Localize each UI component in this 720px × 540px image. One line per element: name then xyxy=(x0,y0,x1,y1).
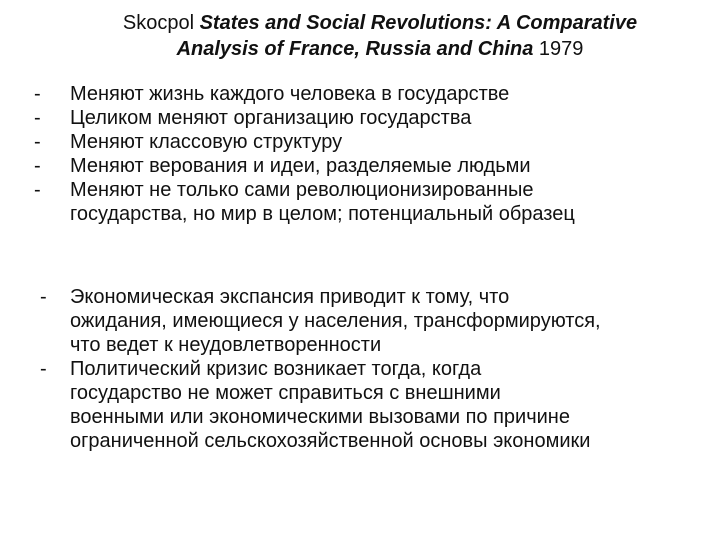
list-item-text: Меняют верования и идеи, разделяемые людьми xyxy=(70,155,531,177)
title-year: 1979 xyxy=(538,38,584,60)
list-item xyxy=(40,285,720,357)
bullet-dash: - xyxy=(34,155,41,177)
list-item-text-continued: государства, но мир в целом; потенциальный образец xyxy=(70,203,575,225)
list-item-text: Меняют классовую структуру xyxy=(70,131,343,153)
bullet-dash: - xyxy=(34,131,41,153)
list-item-line: что ведет к неудовлетворенности xyxy=(70,334,382,356)
list-item xyxy=(34,106,714,130)
list-item-text: Меняют жизнь каждого человека в государстве xyxy=(70,83,510,105)
title-book-line2: Analysis of France, Russia and China xyxy=(176,38,534,60)
slide-title xyxy=(60,10,700,62)
list-item xyxy=(34,130,714,154)
list-item-line: Политический кризис возникает тогда, когда xyxy=(70,358,482,380)
list-item xyxy=(34,154,714,178)
bullet-dash: - xyxy=(40,358,47,380)
list-item-line: Экономическая экспансия приводит к тому, что xyxy=(70,286,510,308)
list-item xyxy=(34,178,714,226)
title-line-1 xyxy=(60,10,700,36)
bullet-dash: - xyxy=(34,107,41,129)
title-line-2 xyxy=(60,36,700,62)
list-item-line: ожидания, имеющиеся у населения, трансформируются, xyxy=(70,310,601,332)
list-item xyxy=(40,357,720,453)
list-item-text: Меняют не только сами революционизированные xyxy=(70,179,534,201)
bullet-dash: - xyxy=(34,179,41,201)
bullet-dash: - xyxy=(40,286,47,308)
list-item-line: военными или экономическими вызовами по причине xyxy=(70,406,570,428)
effects-list xyxy=(34,82,714,226)
list-item-line: государство не может справиться с внешними xyxy=(70,382,501,404)
title-author: Skocpol xyxy=(122,12,195,34)
list-item-text: Целиком меняют организацию государства xyxy=(70,107,472,129)
causes-list xyxy=(40,285,720,453)
list-item-line: ограниченной сельскохозяйственной основы экономики xyxy=(70,430,591,452)
list-item xyxy=(34,82,714,106)
title-book: States and Social Revolutions: A Comparative xyxy=(199,12,638,34)
bullet-dash: - xyxy=(34,83,41,105)
